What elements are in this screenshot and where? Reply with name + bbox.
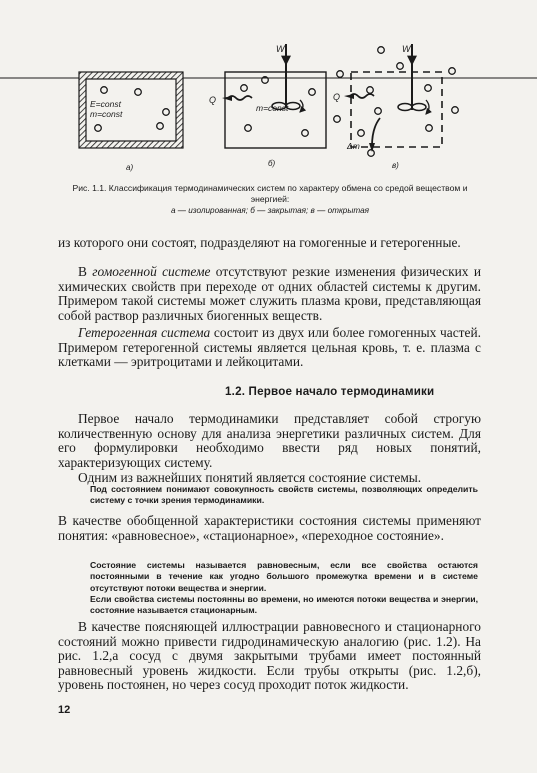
particle bbox=[397, 63, 404, 70]
particle bbox=[334, 116, 341, 123]
panel-label-a: а) bbox=[126, 163, 134, 172]
paragraph-homogeneous bbox=[58, 265, 481, 323]
panel-label-c: в) bbox=[392, 161, 399, 170]
particle bbox=[302, 130, 309, 137]
particle bbox=[425, 85, 432, 92]
label-e-const: E=const bbox=[90, 99, 121, 109]
label-w-c: W bbox=[402, 44, 411, 54]
caption-sub: а — изолированная; б — закрытая; в — открытая bbox=[170, 206, 370, 215]
definition-stationary: Если свойства системы постоянны во времени, но имеются потоки вещества и энергии, состояние называется стационарным. bbox=[90, 594, 478, 616]
particle bbox=[368, 150, 375, 157]
label-q-c: Q bbox=[333, 92, 341, 102]
label-m-const-b: m=const bbox=[256, 103, 289, 113]
paragraph-state-types: В качестве обобщенной характеристики состояния системы применяют понятия: «равновесное», «стационарное», «переходное состояние». bbox=[58, 513, 481, 543]
particle bbox=[367, 87, 374, 94]
particle bbox=[426, 125, 433, 132]
paragraph-1: из которого они состоят, подразделяют на гомогенные и гетерогенные. bbox=[58, 235, 461, 250]
particle bbox=[452, 107, 459, 114]
stirrer-blade bbox=[398, 104, 412, 111]
particle bbox=[358, 130, 365, 137]
label-m-const-a: m=const bbox=[90, 109, 123, 119]
p2-start: В bbox=[78, 264, 93, 279]
panel-a-isolated bbox=[79, 72, 183, 172]
caption-text: Рис. 1.1. Классификация термодинамических систем по характеру обмена со средой веществом и энергией: bbox=[72, 183, 468, 204]
paragraph-analogy: В качестве поясняющей иллюстрации равновесного и стационарного состояний можно привести гидродинамическую аналогию (рис. 1.2). На рис. 1.2,а сосуд с двумя закрытыми трубами имеет постоянный равновесный уровень жидкости. Если трубы открыты (рис. 1.2,б), уровень постоянен, но через сосуд проходит поток жидкости. bbox=[58, 619, 481, 693]
stirrer-blade bbox=[412, 104, 426, 111]
particle bbox=[449, 68, 456, 75]
particle bbox=[309, 89, 316, 96]
page-number: 12 bbox=[58, 704, 71, 716]
label-dm: Δm bbox=[347, 141, 360, 151]
paragraph-heterogeneous bbox=[58, 326, 481, 370]
label-q-b: Q bbox=[209, 95, 217, 105]
term-heterogeneous: Гетерогенная система bbox=[78, 325, 211, 340]
panel-label-b: б) bbox=[268, 159, 276, 168]
panel-b-closed bbox=[209, 44, 326, 168]
panel-c-open bbox=[333, 44, 458, 170]
particle bbox=[241, 85, 248, 92]
section-heading: 1.2. Первое начало термодинамики bbox=[225, 385, 435, 398]
paragraph-state: Одним из важнейших понятий является состояние системы. bbox=[78, 470, 422, 485]
particle bbox=[375, 108, 382, 115]
term-homogeneous: гомогенной системе bbox=[92, 264, 211, 279]
particle bbox=[337, 71, 344, 78]
mass-flow-arrow bbox=[372, 118, 380, 146]
definition-state: Под состоянием понимают совокупность свойств системы, позволяющих определить систему с точки зрения термодинамики. bbox=[90, 484, 478, 506]
p3-rest: состоит из двух или более гомогенных частей. Примером гетерогенной системы является цельная кровь, т. е. плазма с клетками — эритроцитами и лейкоцитами. bbox=[58, 325, 481, 370]
p2-rest: отсутствуют резкие изменения физических и химических свойств при переходе от одних областей системы к другим. Примером такой системы может служить плазма крови, представляющая собой раствор различных биогенных веществ. bbox=[58, 264, 481, 323]
figure-caption bbox=[70, 183, 470, 216]
definition-equilibrium: Состояние системы называется равновесным, если все свойства остаются постоянными в течение как угодно большого промежутка времени и в системе отсутствуют потоки вещества и энергии. bbox=[90, 560, 478, 593]
particle bbox=[245, 125, 252, 132]
label-w-b: W bbox=[276, 44, 285, 54]
particle bbox=[378, 47, 385, 54]
figure-thermodynamic-systems bbox=[0, 30, 537, 190]
paragraph-first-law: Первое начало термодинамики представляет собой строгую количественную основу для анализа энергетики различных систем. Для его формулировки необходимо ввести ряд новых понятий, характеризующих систему. bbox=[58, 411, 481, 470]
